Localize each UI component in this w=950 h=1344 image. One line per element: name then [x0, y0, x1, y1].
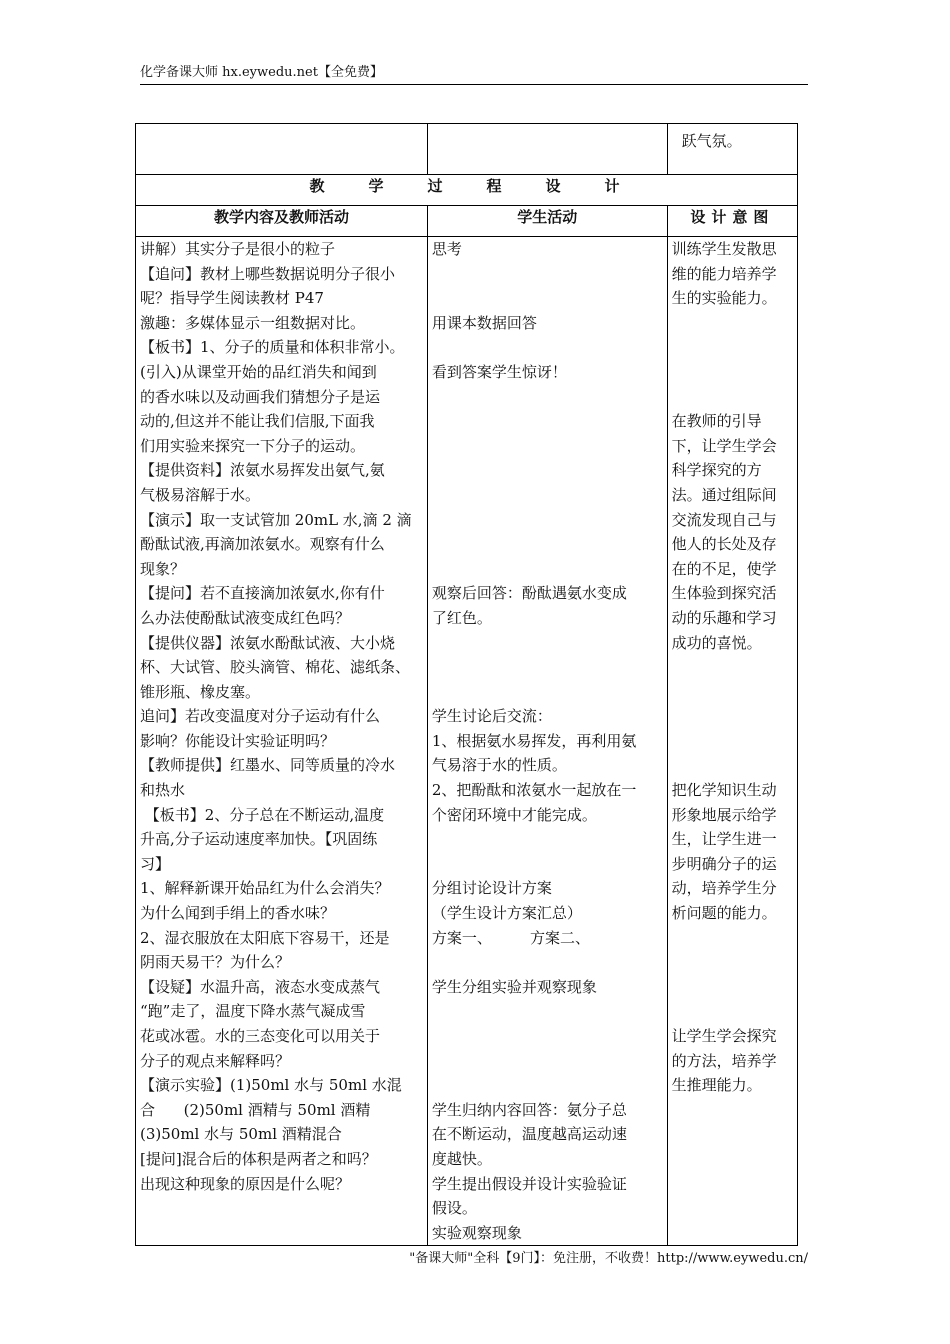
teacher-line: 【提问】若不直接滴加浓氨水,你有什: [140, 584, 385, 603]
student-line: 学生提出假设并设计实验验证: [431, 1174, 627, 1193]
teacher-line: 【追问】教材上哪些数据说明分子很小: [140, 264, 396, 283]
student-line: [432, 631, 663, 656]
intent-line: 生体验到探究活: [671, 584, 777, 603]
teacher-line: 么办法使酚酞试液变成红色吗？: [140, 608, 351, 627]
student-line: [432, 827, 663, 852]
teacher-line: 花或冰雹。水的三态变化可以用关于: [140, 1027, 381, 1045]
intent-line: 形象地展示给学: [671, 805, 777, 824]
teacher-line: 讲解）其实分子是很小的粒子: [140, 240, 336, 258]
teacher-line: 酚酞试液,再滴加浓氨水。观察有什么: [140, 535, 385, 554]
teacher-line: 【板书】1、分子的质量和体积非常小。: [140, 338, 405, 357]
intent-line: [672, 753, 793, 778]
intent-line: [672, 729, 793, 754]
intent-line: 科学探究的方: [671, 461, 762, 480]
student-line: 实验观察现象: [431, 1223, 522, 1242]
section-title: 教学过程设计: [309, 177, 664, 195]
teacher-line: 影响？你能设计实验证明吗？: [140, 731, 336, 750]
student-activity-cell: [427, 237, 667, 1246]
header-divider: [140, 84, 808, 85]
intent-line: 在教师的引导: [671, 412, 762, 431]
teacher-line: 现象？: [140, 559, 186, 578]
page-header: 化学备课大师 hx.eywedu.net【全免费】: [140, 65, 383, 80]
student-line: 观察后回答：酚酞遇氨水变成: [431, 584, 627, 603]
intent-line: 把化学知识生动: [671, 781, 777, 800]
student-line: [432, 1024, 663, 1049]
intent-line: 步明确分子的运: [671, 854, 777, 873]
student-line: [432, 557, 663, 582]
intent-line: [672, 311, 793, 336]
teacher-line: 合 (2)50ml 酒精与 50ml 酒精: [140, 1100, 371, 1119]
teacher-line: 和热水: [140, 781, 186, 800]
student-line: 度越快。: [431, 1149, 492, 1168]
column-header-student: 学生活动: [427, 206, 667, 237]
intent-line: 析问题的能力。: [671, 904, 777, 923]
teacher-line: 【教师提供】红墨水、同等质量的冷水: [140, 756, 396, 775]
student-line: 在不断运动，温度越高运动速: [431, 1125, 627, 1144]
teacher-line: 【演示】取一支试管加 20mL 水,滴 2 滴: [140, 510, 412, 529]
teacher-line: 激趣：多媒体显示一组数据对比。: [140, 313, 366, 332]
teacher-activity-cell: [136, 237, 428, 1246]
intent-line: 下，让学生学会: [671, 436, 777, 455]
student-line: 学生讨论后交流：: [431, 707, 552, 726]
teacher-line: 呢？指导学生阅读教材 P47: [140, 289, 324, 308]
student-line: 1、根据氨水易挥发，再利用氨: [431, 731, 637, 750]
teacher-line: 习】: [140, 854, 171, 873]
student-line: [432, 483, 663, 508]
column-header-teacher: 教学内容及教师活动: [136, 206, 428, 237]
intent-line: [672, 926, 793, 951]
intent-line: [672, 680, 793, 705]
teacher-line: 的香水味以及动画我们猜想分子是运: [140, 387, 381, 406]
section-title-cell: [136, 175, 798, 206]
student-line: [432, 950, 663, 975]
teacher-line: 【板书】2、分子总在不断运动,温度: [140, 805, 385, 824]
student-line: [432, 1073, 663, 1098]
student-line: 学生归纳内容回答：氨分子总: [431, 1100, 627, 1119]
lesson-plan-table: [135, 123, 798, 1246]
top-cell-2: [427, 124, 667, 175]
student-line: 分组讨论设计方案: [431, 879, 552, 898]
intent-line: [672, 360, 793, 385]
student-line: [432, 999, 663, 1024]
student-line: [432, 385, 663, 410]
table-row-header: [136, 206, 798, 237]
design-intent-cell: [667, 237, 797, 1246]
intent-line: [672, 655, 793, 680]
intent-line: [672, 950, 793, 975]
student-line: [432, 458, 663, 483]
student-line: 看到答案学生惊讶！: [431, 362, 567, 381]
table-row-body: [136, 237, 798, 1246]
teacher-line: 杯、大试管、胶头滴管、棉花、滤纸条、: [140, 658, 411, 677]
student-line: 学生分组实验并观察现象: [431, 977, 597, 996]
teacher-line: 锥形瓶、橡皮塞。: [140, 682, 261, 701]
top-cell-1: [136, 124, 428, 175]
table-row-top: [136, 124, 798, 175]
teacher-line: 2、湿衣服放在太阳底下容易干，还是: [140, 928, 390, 947]
student-line: 2、把酚酞和浓氨水一起放在一: [431, 781, 637, 800]
student-line: 了红色。: [431, 608, 492, 627]
teacher-line: 动的,但这并不能让我们信服,下面我: [140, 412, 375, 431]
student-line: [432, 508, 663, 533]
intent-line: [672, 704, 793, 729]
teacher-line: 为什么闻到手绢上的香水味？: [140, 904, 336, 923]
intent-line: 生推理能力。: [671, 1076, 762, 1095]
student-line: （学生设计方案汇总）: [431, 904, 582, 923]
intent-line: 成功的喜悦。: [671, 633, 762, 652]
teacher-line: 追问】若改变温度对分子运动有什么: [140, 707, 381, 726]
intent-line: [672, 999, 793, 1024]
intent-line: 交流发现自己与: [671, 510, 777, 529]
student-line: [432, 286, 663, 311]
student-line: [432, 1049, 663, 1074]
teacher-line: 出现这种现象的原因是什么呢？: [140, 1174, 351, 1193]
teacher-line: 们用实验来探究一下分子的运动。: [140, 436, 366, 455]
student-line: [432, 852, 663, 877]
teacher-line: (3)50ml 水与 50ml 酒精混合: [140, 1125, 342, 1144]
intent-line: 他人的长处及存: [671, 535, 777, 554]
teacher-line: 【设疑】水温升高，液态水变成蒸气: [140, 977, 381, 996]
teacher-line: 分子的观点来解释吗？: [140, 1051, 291, 1070]
teacher-line: 【提供资料】浓氨水易挥发出氨气,氨: [140, 461, 385, 480]
intent-line: [672, 335, 793, 360]
intent-line: 维的能力培养学: [671, 264, 777, 283]
student-line: [432, 680, 663, 705]
student-line: [432, 434, 663, 459]
student-line: 个密闭环境中才能完成。: [431, 805, 597, 824]
top-cell-3: [667, 124, 797, 175]
intent-line: 动的乐趣和学习: [671, 608, 777, 627]
column-header-intent: [667, 206, 797, 237]
intent-line: 在的不足，使学: [671, 559, 777, 578]
page-footer: "备课大师"全科【9门】：免注册，不收费！http://www.eywedu.cn/: [409, 1251, 808, 1266]
student-line: 气易溶于水的性质。: [431, 756, 567, 775]
student-line: [432, 409, 663, 434]
teacher-line: 【提供仪器】浓氨水酚酞试液、大小烧: [140, 633, 396, 652]
intent-line: [672, 975, 793, 1000]
teacher-line: [提问]混合后的体积是两者之和吗？: [140, 1149, 377, 1168]
teacher-line: 1、解释新课开始品红为什么会消失？: [140, 879, 390, 898]
teacher-line: “跑”走了，温度下降水蒸气凝成雪: [140, 1002, 366, 1021]
student-line: [432, 262, 663, 287]
student-line: [432, 655, 663, 680]
teacher-line: (引入)从课堂开始的品红消失和闻到: [140, 362, 377, 381]
student-line: 思考: [431, 240, 462, 258]
student-line: 假设。: [431, 1199, 477, 1218]
intent-line: [672, 385, 793, 410]
intent-line: 生，让学生进一: [671, 830, 777, 849]
student-line: 方案一、 方案二、: [431, 928, 591, 947]
student-line: 用课本数据回答: [431, 313, 537, 332]
student-line: [432, 532, 663, 557]
intent-line: 法。通过组际间: [671, 485, 777, 504]
intent-line: 的方法，培养学: [671, 1051, 777, 1070]
teacher-line: 气极易溶解于水。: [140, 485, 261, 504]
column-header-intent-text: 设计意图: [690, 208, 775, 226]
table-row-title: [136, 175, 798, 206]
intent-line: 生的实验能力。: [671, 289, 777, 308]
top-cell-3-text: 跃气氛。: [681, 132, 742, 150]
intent-line: 动，培养学生分: [671, 879, 777, 898]
teacher-line: 阴雨天易干？为什么？: [140, 953, 291, 972]
teacher-line: 升高,分子运动速度率加快。【巩固练: [140, 830, 378, 849]
intent-line: 让学生学会探究: [671, 1027, 777, 1045]
teacher-line: 【演示实验】(1)50ml 水与 50ml 水混: [140, 1076, 402, 1095]
intent-line: 训练学生发散思: [671, 240, 777, 258]
student-line: [432, 335, 663, 360]
